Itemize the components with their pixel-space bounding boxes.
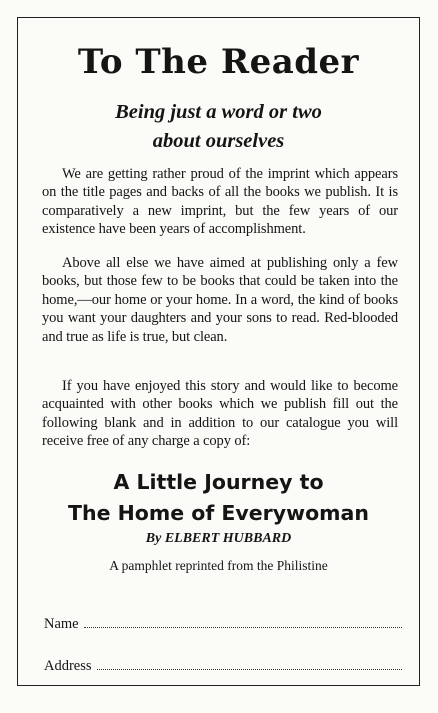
subtitle-line-2: about ourselves bbox=[152, 130, 285, 152]
name-field[interactable] bbox=[84, 615, 402, 628]
paragraph-aims: Above all else we have aimed at publishing only a few books, but those few to be books that could be taken into the home,—our home or your home. In a word, the kind of books you want your daughters and your sons to read. Red-blooded and true as life is true, but clean. bbox=[42, 255, 398, 345]
address-field[interactable] bbox=[97, 657, 402, 670]
author-byline: By ELBERT HUBBARD bbox=[145, 531, 292, 546]
subtitle bbox=[18, 98, 419, 156]
page-border bbox=[17, 17, 420, 686]
page-title: To The Reader bbox=[77, 42, 360, 82]
name-label: Name bbox=[44, 616, 79, 632]
offer-title-line-2: The Home of Everywoman bbox=[68, 501, 369, 525]
offer-title-line-1: A Little Journey to bbox=[113, 470, 324, 494]
offer-book-title bbox=[18, 467, 419, 529]
paragraph-offer: If you have enjoyed this story and would like to become acquainted with other books which we publish fill out the following blank and in addition to our catalogue you will receive free of any charge a copy of: bbox=[42, 378, 398, 450]
subtitle-line-1: Being just a word or two bbox=[115, 101, 322, 123]
paragraph-imprint: We are getting rather proud of the imprint which appears on the title pages and backs of all the books we publish. It is comparatively a new imprint, but the few years of our existence have been years of accomplishment. bbox=[42, 166, 398, 238]
address-label: Address bbox=[44, 658, 92, 674]
pamphlet-description: A pamphlet reprinted from the Philistine bbox=[109, 558, 328, 573]
name-field-row bbox=[44, 615, 402, 633]
address-field-row bbox=[44, 657, 402, 675]
